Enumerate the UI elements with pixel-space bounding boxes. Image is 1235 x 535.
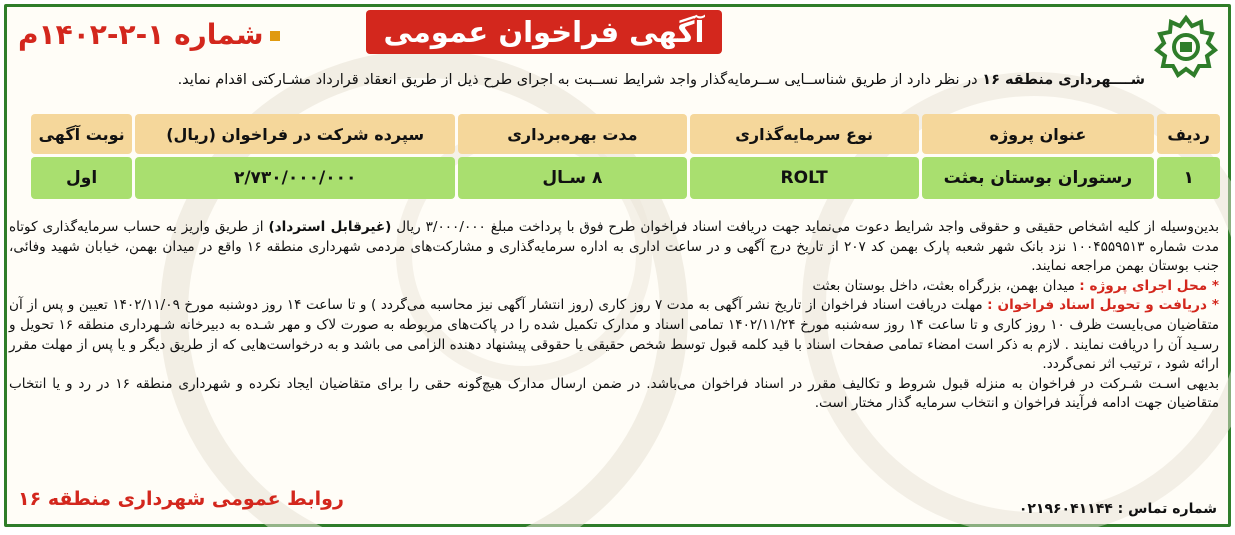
- ad-body: [9, 218, 1219, 414]
- paragraph-documents: [9, 296, 1219, 374]
- cell-investment-type: ROLT: [690, 157, 919, 199]
- project-table: [28, 111, 1223, 202]
- site-value: میدان بهمن، بزرگراه بعثت، داخل بوستان بعثت: [812, 277, 1075, 294]
- docs-value: مهلت دریافت اسناد فراخوان از تاریخ نشر آگهی به مدت ۷ روز کاری (روز انتشار آگهی نیز محاسبه می‌گردد ) و تا ساعت ۱۴ روز دوشنبه مورخ ۱۴۰۲/۱۱/۰۹ تعیین و پس از آن متقاضیان می‌بایست ظرف ۱۰ روز کاری و تا ساعت ۱۴ روز سه‌شنبه مورخ ۱۴۰۲/۱۱/۲۴ تمامی اسناد و مدارک تکمیل شده را در پاکت‌های مربوطه به صورت لاک و مهر شـده به دبیرخانه شـهرداری منطقه ۱۶ تحویل و رسـید آن را دریافت نمایند . لازم به ذکر است امضاء تمامی صفحات اسناد با قید کلمه قبول توسط شخص حقیقی یا حقوقی پیشنهاد دهنده الزامی می باشد و به درخواست‌هایی که از طریق دیگر و یا پس از مهلت مقرر ارائه شود ، ترتیب اثر نمی‌گردد.: [9, 297, 1220, 373]
- intro-bold: شــــهرداری منطقه ۱۶: [982, 72, 1145, 88]
- header-deposit: سپرده شرکت در فراخوان (ریال): [135, 114, 455, 154]
- intro-line: [15, 72, 1145, 88]
- contact-phone: شماره تماس : ۰۲۱۹۶۰۴۱۱۴۴: [1018, 501, 1217, 517]
- public-relations-signature: روابط عمومی شهرداری منطقه ۱۶: [18, 488, 344, 510]
- tehran-municipality-logo: [1151, 12, 1221, 82]
- table-header-row: [31, 114, 1220, 154]
- cell-operation-period: ۸ سـال: [458, 157, 687, 199]
- paragraph-project-site: [9, 277, 1219, 297]
- paragraph-invitation: [9, 218, 1219, 277]
- intro-rest: در نظر دارد از طریق شناســایی ســرمایه‌گذار واجد شرایط نســبت به اجرای طرح ذیل از طریق انعقاد قرارداد مشـارکتی اقدام نماید.: [177, 72, 978, 88]
- public-call-advertisement: [4, 4, 1231, 527]
- paragraph-terms: بدیهی اسـت شـرکت در فراخوان به منزله قبول شروط و تکالیف مقرر در اسناد فراخوان می‌باشد. در ضمن ارسال مدارک هیچ‌گونه حقی را برای متقاضیان ایجاد نکرده و شهرداری منطقه ۱۶ در رد و یا انتخاب متقاضیان جهت ادامه فرآیند فراخوان و انتخاب سرمایه گذار مختار است.: [9, 375, 1219, 412]
- non-refundable-note: (غیرقابل استرداد): [268, 219, 392, 235]
- cell-project-title: رستوران بوستان بعثت: [922, 157, 1155, 199]
- square-bullet-icon: [270, 31, 280, 41]
- invitation-text-b: از طریق واریز به حساب سرمایه‌گذاری کوتاه مدت شماره ۱۰۰۴۵۵۹۵۱۳ نزد بانک شهر شعبه پارک بهمن کد ۲۰۷ از تاریخ درج آگهی و در ساعت اداری به اداره سرمایه‌گذاری و مشارکت‌های مردمی شهرداری منطقه ۱۶ واقع در میدان بهمن، خیابان شهید وفائی، جنب بوستان بهمن مراجعه نمایند.: [9, 219, 1220, 275]
- header-operation-period: مدت بهره‌برداری: [458, 114, 687, 154]
- table-row: [31, 157, 1220, 199]
- cell-row-no: ۱: [1157, 157, 1220, 199]
- ad-number: [18, 18, 280, 51]
- header-row-no: ردیف: [1157, 114, 1220, 154]
- docs-label: * دریافت و تحویل اسناد فراخوان :: [987, 297, 1219, 314]
- cell-deposit: ۲/۷۳۰/۰۰۰/۰۰۰: [135, 157, 455, 199]
- ad-number-text: شماره ۱-۲-۱۴۰۲م: [18, 18, 264, 51]
- site-label: * محل اجرای پروژه :: [1079, 277, 1219, 294]
- ad-title: آگهی فراخوان عمومی: [366, 10, 722, 54]
- invitation-text-a: بدین‌وسیله از کلیه اشخاص حقیقی و حقوقی واجد شرایط دعوت می‌نماید جهت دریافت اسناد فراخوان طرح فوق با پرداخت مبلغ ۳/۰۰۰/۰۰۰ ریال: [396, 219, 1219, 235]
- header-project-title: عنوان پروژه: [922, 114, 1155, 154]
- header-investment-type: نوع سرمایه‌گذاری: [690, 114, 919, 154]
- header-ad-round: نوبت آگهی: [31, 114, 132, 154]
- cell-ad-round: اول: [31, 157, 132, 199]
